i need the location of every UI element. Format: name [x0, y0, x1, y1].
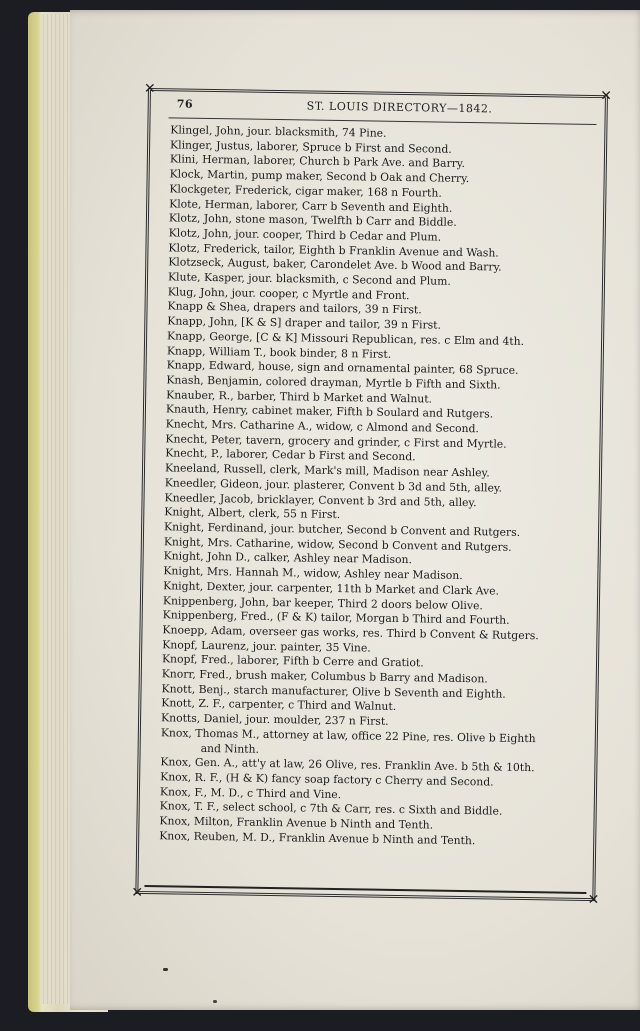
corner-ornament-icon: ✕ — [143, 80, 156, 98]
directory-entry: Knapp, Edward, house, sign and ornamental painter, 68 Spruce. — [166, 358, 519, 378]
directory-entry: Knauth, Henry, cabinet maker, Fifth b Soulard and Rutgers. — [165, 402, 494, 421]
directory-entry: Knash, Benjamin, colored drayman, Myrtle b Fifth and Sixth. — [166, 373, 501, 392]
directory-entry: Knopf, Fred., laborer, Fifth b Cerre and Gratiot. — [161, 652, 424, 670]
entry-line: Knox, Thomas M., attorney at law, office 22 Pine, res. Olive b Eighth — [160, 726, 536, 745]
ink-speck — [163, 968, 168, 971]
corner-ornament-icon: ✕ — [131, 884, 144, 902]
directory-entry: Klinger, Justus, laborer, Spruce b First and Second. — [170, 138, 452, 156]
directory-entry: Kneedler, Jacob, bricklayer, Convent b 3rd and 5th, alley. — [164, 490, 477, 509]
directory-entry: Klote, Herman, laborer, Carr b Seventh and Eighth. — [169, 196, 453, 215]
directory-entry: Knoepp, Adam, overseer gas works, res. Third b Convent & Rutgers. — [162, 623, 539, 643]
directory-entry: Knight, Ferdinand, jour. butcher, Second b Convent and Rutgers. — [164, 520, 521, 539]
directory-entry: Knecht, Mrs. Catharine A., widow, c Almond and Second. — [165, 417, 480, 436]
directory-entry: Klotzseck, August, baker, Carondelet Ave. b Wood and Barry. — [168, 255, 502, 274]
directory-entry: Knapp & Shea, drapers and tailors, 39 n First. — [167, 299, 422, 317]
directory-entry: Knight, Dexter, jour. carpenter, 11th b Market and Clark Ave. — [163, 579, 500, 598]
directory-entry: Knapp, George, [C & K] Missouri Republican, res. c Elm and 4th. — [167, 329, 525, 348]
directory-entry: Knauber, R., barber, Third b Market and Walnut. — [166, 387, 433, 406]
directory-entry: Klotz, John, stone mason, Twelfth b Carr and Biddle. — [168, 211, 457, 230]
directory-entry: Knapp, William T., book binder, 8 n First. — [166, 343, 392, 361]
directory-entry: Knecht, Peter, tavern, grocery and grinder, c First and Myrtle. — [165, 432, 507, 451]
directory-entry: Knox, Gen. A., att'y at law, 26 Olive, res. Franklin Ave. b 5th & 10th. — [160, 755, 535, 775]
directory-entry: Knapp, John, [K & S] draper and tailor, 39 n First. — [167, 314, 442, 332]
directory-entry: Knopf, Laurenz, jour. painter, 35 Vine. — [162, 637, 371, 655]
directory-entry: Kneedler, Gideon, jour. plasterer, Convent b 3d and 5th, alley. — [164, 476, 503, 495]
directory-entry: Klotz, Frederick, tailor, Eighth b Franklin Avenue and Wash. — [168, 240, 499, 260]
directory-entries — [159, 123, 570, 850]
entry-continuation: and Ninth. — [200, 741, 260, 756]
directory-entry: Klockgeter, Frederick, cigar maker, 168 n Fourth. — [169, 182, 442, 200]
directory-entry: Knotts, Daniel, jour. moulder, 237 n First. — [161, 711, 389, 728]
directory-entry: Knight, Albert, clerk, 55 n First. — [164, 505, 341, 522]
page-number: 76 — [176, 97, 194, 111]
directory-entry: Knorr, Fred., brush maker, Columbus b Barry and Madison. — [161, 667, 488, 686]
page-frame — [131, 80, 613, 909]
page-title: ST. LOUIS DIRECTORY—1842. — [306, 99, 493, 116]
directory-entry: Knox, Reuben, M. D., Franklin Avenue b Ninth and Tenth. — [159, 829, 476, 847]
directory-entry: Knox, T. F., select school, c 7th & Carr, res. c Sixth and Biddle. — [159, 799, 503, 818]
directory-entry: Klug, John, jour. cooper, c Myrtle and Front. — [167, 285, 410, 302]
directory-entry: Klingel, John, jour. blacksmith, 74 Pine. — [170, 123, 387, 140]
directory-entry: Knox, F., M. D., c Third and Vine. — [159, 784, 342, 801]
directory-entry: Knight, Mrs. Hannah M., widow, Ashley near Madison. — [163, 564, 463, 583]
directory-entry: Knight, John D., calker, Ashley near Madison. — [163, 549, 413, 567]
directory-entry: Knippenberg, Fred., (F & K) tailor, Morgan b Third and Fourth. — [162, 608, 510, 627]
directory-entry: Klotz, John, jour. cooper, Third b Cedar and Plum. — [168, 226, 442, 244]
directory-entry: Knippenberg, John, bar keeper, Third 2 doors below Olive. — [162, 593, 483, 612]
ink-speck — [213, 1000, 217, 1003]
footer-rule — [144, 885, 586, 894]
directory-entry: Knox, Milton, Franklin Avenue b Ninth and Tenth. — [159, 814, 434, 832]
directory-entry: Klute, Kasper, jour. blacksmith, c Second and Plum. — [167, 270, 451, 288]
running-head — [176, 97, 595, 116]
corner-ornament-icon: ✕ — [587, 892, 600, 909]
directory-entry: Knight, Mrs. Catharine, widow, Second b Convent and Rutgers. — [163, 534, 512, 554]
directory-entry: Knott, Benj., starch manufacturer, Olive b Seventh and Eighth. — [161, 682, 506, 701]
directory-entry: Knott, Z. F., carpenter, c Third and Walnut. — [161, 696, 397, 714]
directory-entry: Knox, R. F., (H & K) fancy soap factory c Cherry and Second. — [160, 770, 494, 789]
directory-entry: Klini, Herman, laborer, Church b Park Ave. and Barry. — [169, 152, 466, 171]
directory-entry: Kneeland, Russell, clerk, Mark's mill, Madison near Ashley. — [164, 461, 490, 480]
directory-entry: Knecht, P., laborer, Cedar b First and Second. — [165, 446, 416, 464]
corner-ornament-icon: ✕ — [600, 88, 613, 105]
directory-entry: Klock, Martin, pump maker, Second b Oak and Cherry. — [169, 167, 470, 186]
